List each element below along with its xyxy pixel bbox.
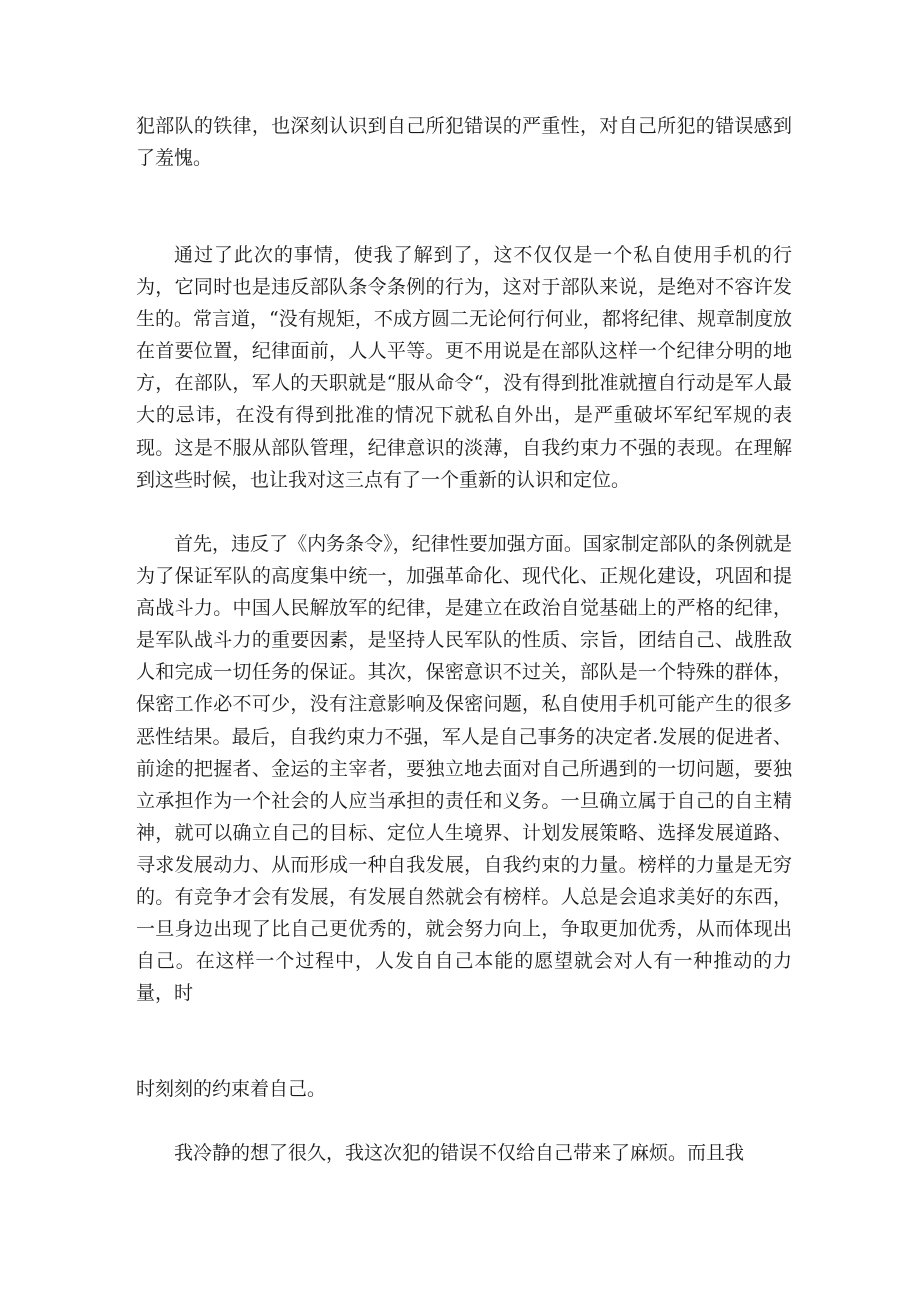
paragraph-5: 我冷静的想了很久，我这次犯的错误不仅给自己带来了麻烦。而且我: [174, 1142, 745, 1164]
paragraph-4: 时刻刻的约束着自己。: [136, 1078, 327, 1100]
paragraph-3: 首先，违反了《内务条令》，纪律性要加强方面。国家制定部队的条例就是为了保证军队的高度集中统一，加强革命化、现代化、正规化建设，巩固和提高战斗力。中国人民解放军的纪律，是建立在政治自觉基础上的严格的纪律，是军队战斗力的重要因素，是坚持人民军队的性质、宗旨，团结自己、战胜敌人和完成一切任务的保证。其次，保密意识不过关，部队是一个特殊的群体，保密工作必不可少，没有注意影响及保密问题，私自使用手机可能产生的很多恶性结果。最后，自我约束力不强，军人是自己事务的决定者.发展的促进者、前途的把握者、金运的主宰者，要独立地去面对自己所遇到的一切问题，要独立承担作为一个社会的人应当承担的责任和义务。一旦确立属于自己的自主精神，就可以确立自己的目标、定位人生境界、计划发展策略、选择发展道路、寻求发展动力、从而形成一种自我发展，自我约束的力量。榜样的力量是无穷的。有竞争才会有发展，有发展自然就会有榜样。人总是会追求美好的东西，一旦身边出现了比自己更优秀的，就会努力向上，争取更加优秀，从而体现出自己。在这样一个过程中，人发自自己本能的愿望就会对人有一种推动的力量，时: [136, 533, 792, 1005]
paragraph-2: 通过了此次的事情，使我了解到了，这不仅仅是一个私自使用手机的行为，它同时也是违反部队条令条例的行为，这对于部队来说，是绝对不容许发生的。常言道，“没有规矩，不成方圆二无论何行何业，都将纪律、规章制度放在首要位置，纪律面前，人人平等。更不用说是在部队这样一个纪律分明的地方，在部队，军人的天职就是“服从命令“，没有得到批准就擅自行动是军人最大的忌讳，在没有得到批准的情况下就私自外出，是严重破坏军纪军规的表现。这是不服从部队管理，纪律意识的淡薄，自我约束力不强的表现。在理解到这些时候，也让我对这三点有了一个重新的认识和定位。: [136, 244, 792, 491]
paragraph-1: 犯部队的铁律，也深刻认识到自己所犯错误的严重性，对自己所犯的错误感到了羞愧。: [136, 115, 792, 170]
